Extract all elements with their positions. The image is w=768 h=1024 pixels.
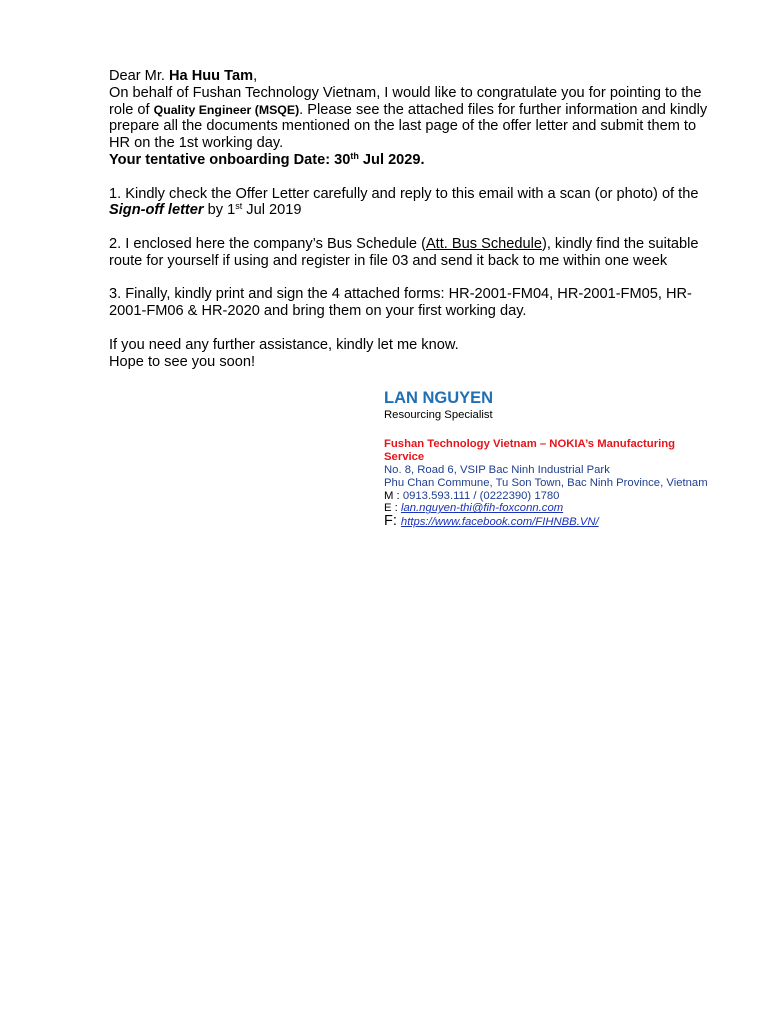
- email-body: [109, 68, 714, 370]
- item-1-by: by 1: [203, 202, 236, 219]
- item-1-sup: st: [235, 201, 243, 212]
- sign-off-letter: Sign-off letter: [109, 202, 204, 219]
- onboarding-label: Your tentative onboarding Date: 30: [109, 151, 351, 168]
- signature-address-1: No. 8, Road 6, VSIP Bac Ninh Industrial Park: [384, 464, 610, 476]
- bus-schedule-link[interactable]: Att. Bus Schedule: [425, 235, 542, 252]
- intro-text-cont: . Please see the attached files for further information and kindly prepare all the documents mentioned on the last page of the offer letter and submit them to HR on the 1st working day.: [109, 101, 708, 152]
- email-link[interactable]: lan.nguyen-thi@fih-foxconn.com: [400, 502, 564, 515]
- item-2-text-cont: ), kindly find the suitable route for yourself if using and register in file 03 and send it back to me within one week: [109, 235, 699, 269]
- salutation: [109, 68, 714, 85]
- closing-line-1: If you need any further assistance, kindly let me know.: [109, 336, 459, 353]
- item-2: [109, 236, 714, 270]
- email-label: E :: [384, 502, 401, 515]
- signature-title: Resourcing Specialist: [384, 409, 493, 421]
- intro-paragraph: [109, 85, 714, 152]
- salutation-prefix: Dear Mr.: [109, 68, 170, 84]
- role-title: Quality Engineer (MSQE): [153, 102, 300, 117]
- salutation-suffix: ,: [253, 68, 258, 84]
- signature-company: Fushan Technology Vietnam – NOKIA’s Manufacturing Service: [384, 438, 676, 463]
- facebook-label: F:: [384, 513, 401, 530]
- item-1-date: Jul 2019: [242, 202, 302, 219]
- item-3: [109, 286, 714, 320]
- signature-mobile: [384, 490, 714, 503]
- item-3-text: 3. Finally, kindly print and sign the 4 attached forms: HR-2001-FM04, HR-2001-FM05, HR-2001-FM06 & HR-2020 and bring them on your first working day.: [109, 286, 692, 320]
- facebook-link[interactable]: https://www.facebook.com/FIHNBB.VN/: [400, 516, 599, 529]
- signature-email: [384, 502, 714, 515]
- onboarding-rest: Jul 2029.: [358, 151, 425, 168]
- mobile-label: M :: [384, 489, 403, 502]
- closing-line-2: Hope to see you soon!: [109, 353, 256, 370]
- signature-address-2: Phu Chan Commune, Tu Son Town, Bac Ninh Province, Vietnam: [384, 476, 708, 489]
- recipient-name: Ha Huu Tam: [169, 68, 254, 84]
- email-signature: [384, 389, 714, 529]
- intro-text: On behalf of Fushan Technology Vietnam, I would like to congratulate you for pointing to the role of: [109, 84, 702, 118]
- signature-name: LAN NGUYEN: [384, 389, 494, 407]
- onboarding-date: [109, 152, 714, 169]
- item-2-text: 2. I enclosed here the company’s Bus Schedule (: [109, 235, 426, 252]
- signature-facebook: [384, 515, 714, 529]
- onboarding-sup: th: [350, 150, 359, 161]
- mobile-number: 0913.593.111 / (0222390) 1780: [402, 489, 560, 502]
- item-1-text: 1. Kindly check the Offer Letter carefully and reply to this email with a scan (or photo) of the: [109, 185, 699, 202]
- item-1: [109, 186, 714, 220]
